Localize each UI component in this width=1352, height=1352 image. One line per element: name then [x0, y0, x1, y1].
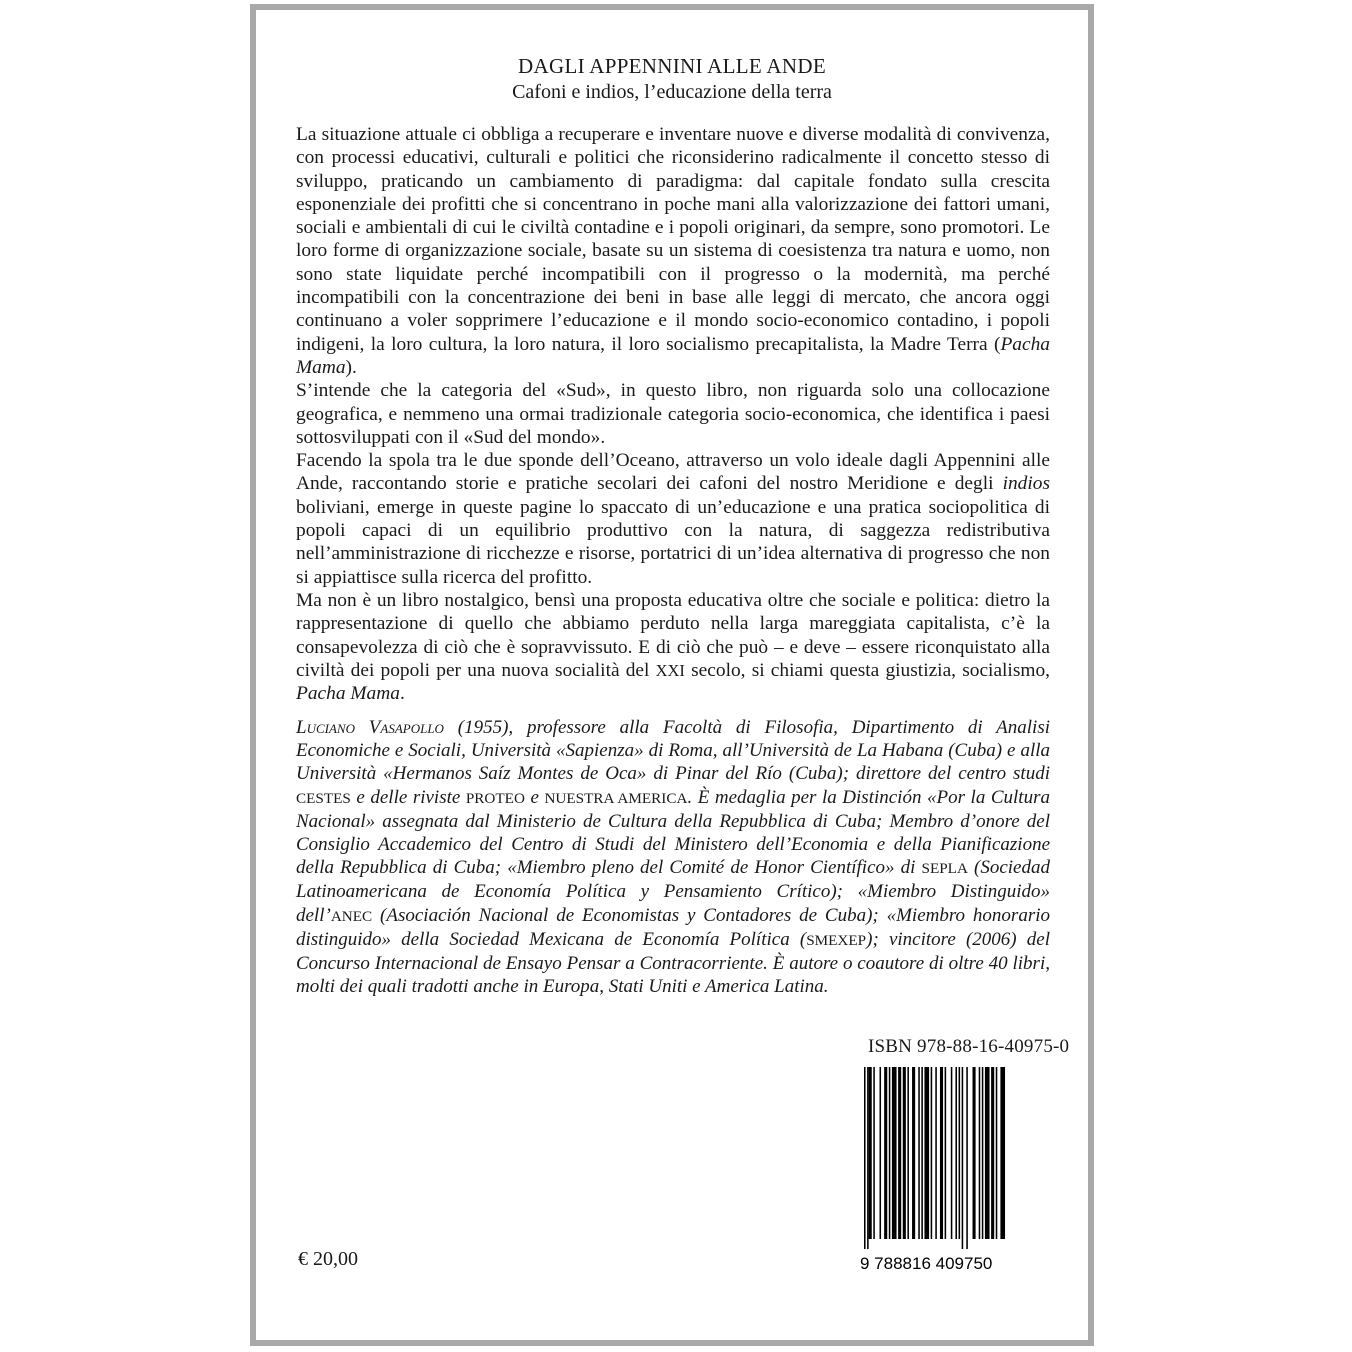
barcode-bar [864, 1067, 866, 1249]
barcode-bar [889, 1067, 891, 1239]
barcode-bar [955, 1067, 957, 1239]
barcode-bar [903, 1067, 906, 1239]
barcode-bar [973, 1067, 976, 1239]
book-subtitle: Cafoni e indios, l’educazione della terra [512, 81, 832, 103]
isbn-label: ISBN 978-88-16-40975-0 [868, 1036, 1070, 1057]
barcode-bar [951, 1067, 953, 1239]
blurb-paragraph-1: La situazione attuale ci obbliga a recuperare e inventare nuove e diverse modalità di convivenza, con processi educativi, culturali e politici che riconsiderino radicalmente il concetto stesso di sviluppo, praticando un cambiamento di paradigma: dal capitale fondato sulla crescita esponenziale dei profitti che si concentrano in poche mani alla valorizzazione dei fattori umani, sociali e ambientali di cui le civiltà contadine e i popoli originari, da sempre, sono promotori. Le loro forme di organizzazione sociale, basate su un sistema di coesistenza tra natura e uomo, non sono state liquidate perché incompatibili con il progresso o la modernità, ma perché incompatibili con la concentrazione dei beni in base alle leggi di mercato, che ancora oggi continuano a voler sopprimere l’educazione e il mondo socio-economico contadino, i popoli indigeni, la loro cultura, la loro natura, il loro socialismo precapitalista, la Madre Terra (Pacha Mama). [296, 124, 1050, 378]
barcode-bar [867, 1067, 869, 1249]
barcode-bar [966, 1067, 968, 1249]
barcode-bar [873, 1067, 875, 1239]
blurb-paragraph-2: S’intende che la categoria del «Sud», in questo libro, non riguarda solo una collocazione geografica, e nemmeno una ormai tradizionale categoria socio-economica, che identifica i paesi sottosviluppati con il «Sud del mondo». [296, 380, 1050, 448]
barcode-bar [996, 1067, 998, 1239]
barcode-bar [921, 1067, 923, 1239]
barcode-bar [991, 1067, 994, 1239]
barcode-bar [918, 1067, 920, 1239]
price: € 20,00 [298, 1248, 358, 1270]
author-name: Luciano Vasapollo [296, 717, 444, 738]
barcode-bar [880, 1067, 882, 1239]
barcode-bar [979, 1067, 981, 1239]
book-title: DAGLI APPENNINI ALLE ANDE [518, 54, 826, 78]
barcode-bar [931, 1067, 933, 1239]
blurb-paragraph-4: Ma non è un libro nostalgico, bensì una proposta educativa oltre che sociale e politica: dietro la rappresentazione di quello che abbiamo perduto nella larga mareggiata capitalista, c’è la consapevolezza di ciò che è sopravvissuto. E di ciò che può – e deve – essere riconquistato alla civiltà dei popoli per una nuova socialità del XXI secolo, si chiami questa giustizia, socialismo, Pacha Mama. [296, 589, 1050, 705]
barcode-bar [898, 1067, 901, 1239]
barcode-bar [959, 1067, 961, 1239]
barcode-bar [869, 1067, 872, 1239]
barcode-bar [892, 1067, 897, 1239]
barcode-bar [1000, 1067, 1005, 1239]
barcode-bar [884, 1067, 887, 1239]
blurb-paragraph-3: Facendo la spola tra le due sponde dell’Oceano, attraverso un volo ideale dagli Appennini alle Ande, raccontando storie e pratiche secolari dei cafoni del nostro Meridione e degli indios boliviani, emerge in queste pagine lo spaccato di un’educazione e una pratica sociopolitica di popoli capaci di un equilibrio produttivo con la natura, di saggezza redistributiva nell’amministrazione di ricchezze e risorse, portatrici di un’idea alternativa di progresso che non si appiattisce sulla ricerca del profitto. [296, 450, 1050, 588]
barcode-bar [985, 1067, 990, 1239]
barcode-bar [945, 1067, 947, 1239]
isbn-barcode [856, 1063, 1006, 1277]
barcode-bar [962, 1067, 964, 1249]
barcode-digits: 9 788816 409750 [860, 1254, 993, 1273]
barcode-bar [924, 1067, 929, 1239]
blurb-text [296, 123, 1050, 705]
barcode-bar [935, 1067, 937, 1239]
barcode-bar [907, 1067, 909, 1239]
barcode-bar [912, 1067, 915, 1239]
back-cover [250, 4, 1094, 1346]
barcode-bar [940, 1067, 943, 1239]
barcode-bar [982, 1067, 984, 1239]
author-bio: Luciano Vasapollo (1955), professore alla Facoltà di Filosofia, Dipartimento di Analisi Economiche e Sociali, Università «Sapienza» di Roma, all’Università de La Habana (Cuba) e alla Università «Hermanos Saíz Montes de Oca» di Pinar del Río (Cuba); direttore del centro studi CESTES e delle riviste PROTEO e NUESTRA AMERICA. È medaglia per la Distinción «Por la Cultura Nacional» assegnata dal Ministerio de Cultura della Repubblica di Cuba; Membro d’onore del Consiglio Accademico del Centro di Studi del Ministero dell’Economia e della Pianificazione della Repubblica di Cuba; «Miembro pleno del Comité de Honor Científico» di SEPLA (Sociedad Latinoamericana de Economía Política y Pensamiento Crítico); «Miembro Distinguido» dell’ANEC (Asociación Nacional de Economistas y Contadores de Cuba); «Miembro honorario distinguido» della Sociedad Mexicana de Economía Política (SMEXEP); vincitore (2006) del Concurso Internacional de Ensayo Pensar a Contracorriente. È autore o coautore di oltre 40 libri, molti dei quali tradotti anche in Europa, Stati Uniti e America Latina. [296, 717, 1051, 998]
